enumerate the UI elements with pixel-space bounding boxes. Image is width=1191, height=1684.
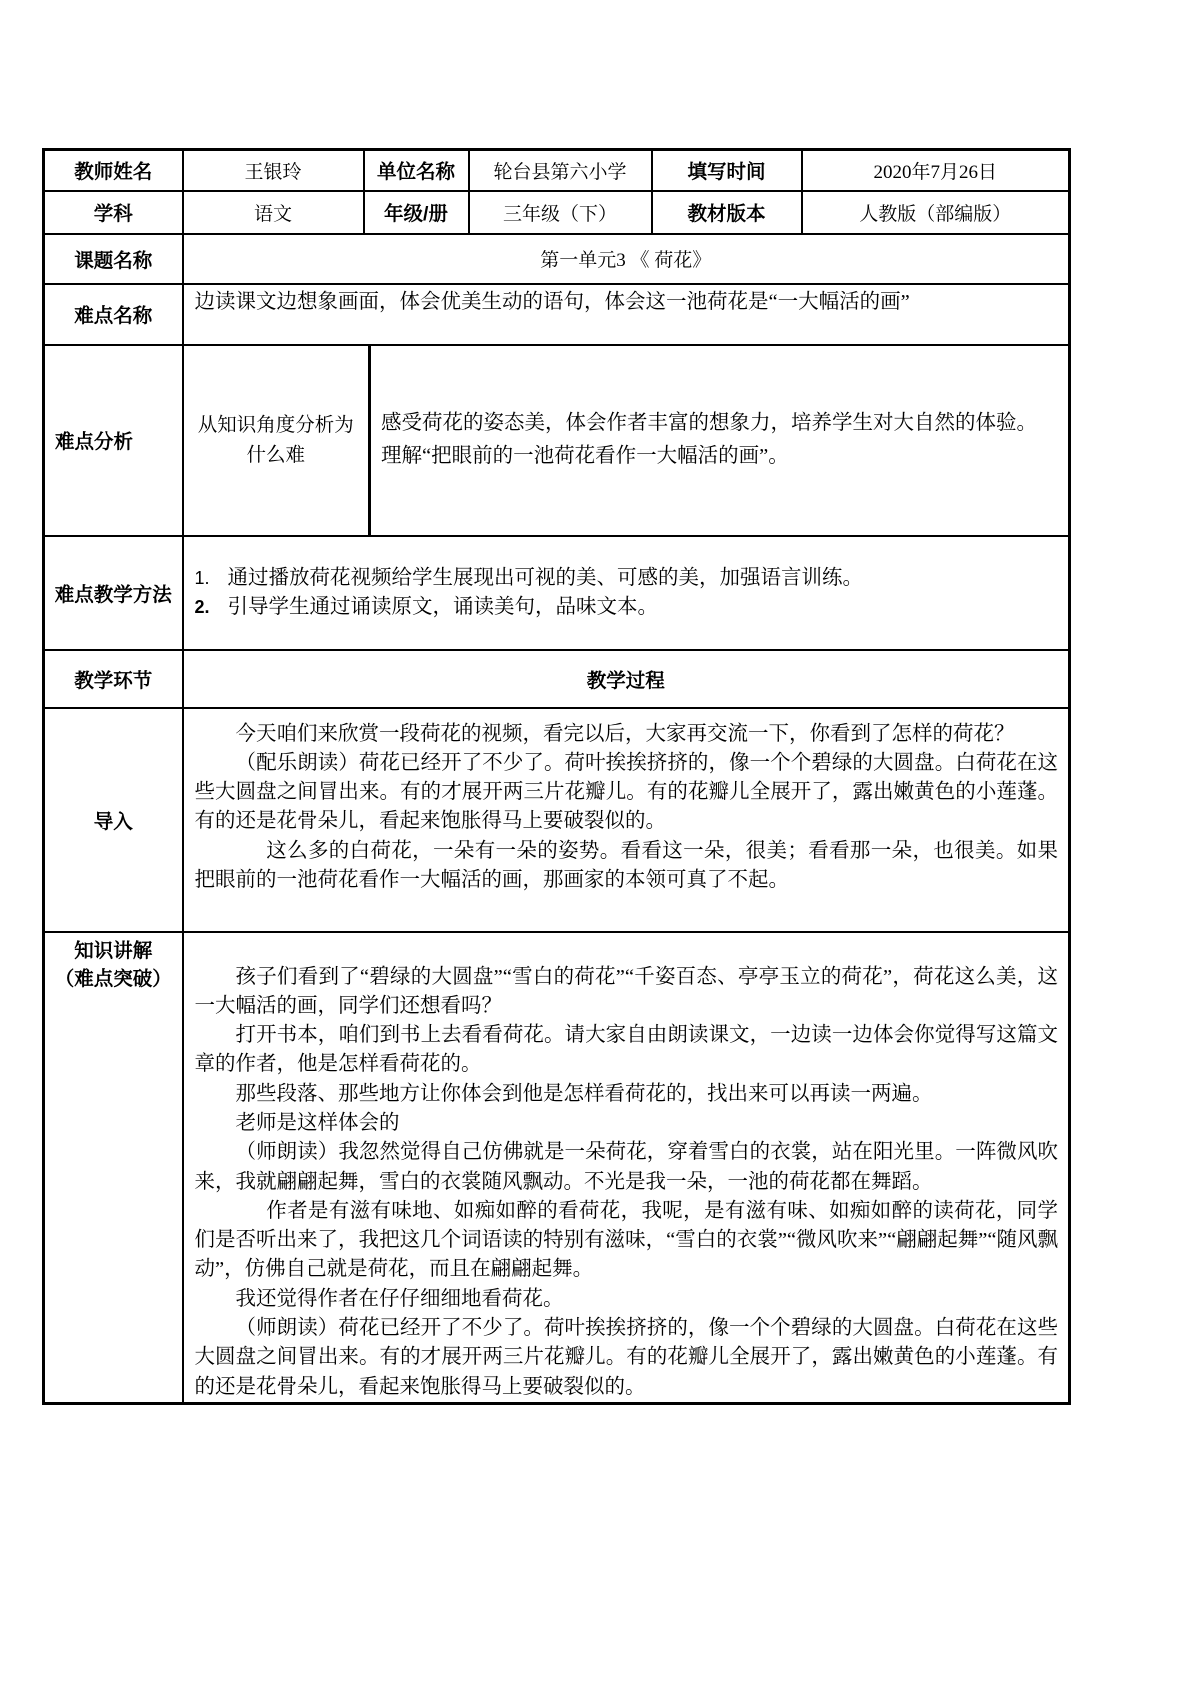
process-header: 教学过程	[183, 650, 1070, 708]
intro-content	[183, 708, 1070, 932]
textbook-value: 人教版（部编版）	[802, 191, 1070, 234]
date-label: 填写时间	[652, 150, 802, 191]
topic-row	[44, 234, 1070, 284]
knowledge-paragraph: （师朗读）我忽然觉得自己仿佛就是一朵荷花，穿着雪白的衣裳，站在阳光里。一阵微风吹来，我就翩翩起舞，雪白的衣裳随风飘动。不光是我一朵，一池的荷花都在舞蹈。	[194, 1141, 1059, 1193]
process-header-row	[44, 650, 1070, 708]
subject-value: 语文	[183, 191, 364, 234]
intro-label: 导入	[44, 708, 183, 932]
topic-value: 第一单元3 《 荷花》	[183, 234, 1070, 284]
knowledge-paragraph: 打开书本，咱们到书上去看看荷花。请大家自由朗读课文，一边读一边体会你觉得写这篇文章的作者，他是怎样看荷花的。	[194, 1024, 1059, 1076]
methods-list	[183, 536, 1070, 650]
date-value: 2020年7月26日	[802, 150, 1070, 191]
school-value: 轮台县第六小学	[469, 150, 652, 191]
intro-paragraph: 今天咱们来欣赏一段荷花的视频，看完以后，大家再交流一下，你看到了怎样的荷花？	[235, 722, 1015, 745]
knowledge-content	[183, 932, 1070, 1404]
methods-label: 难点教学方法	[44, 536, 183, 650]
intro-row	[44, 708, 1070, 932]
knowledge-label	[44, 932, 183, 1404]
analysis-sub-label: 从知识角度分析为什么难	[183, 345, 370, 536]
topic-label: 课题名称	[44, 234, 183, 284]
teacher-name-value: 王银玲	[183, 150, 364, 191]
analysis-row	[44, 345, 1070, 536]
intro-paragraph: （配乐朗读）荷花已经开了不少了。荷叶挨挨挤挤的，像一个个碧绿的大圆盘。白荷花在这些大圆盘之间冒出来。有的才展开两三片花瓣儿。有的花瓣儿全展开了，露出嫩黄色的小莲蓬。有的还是花骨朵儿，看起来饱胀得马上要破裂似的。	[194, 751, 1059, 833]
knowledge-paragraph: 孩子们看到了“碧绿的大圆盘”“雪白的荷花”“千姿百态、亭亭玉立的荷花”，荷花这么美，这一大幅活的画，同学们还想看吗？	[194, 965, 1059, 1017]
knowledge-paragraph: 我还觉得作者在仔仔细细地看荷花。	[235, 1287, 564, 1310]
grade-value: 三年级（下）	[469, 191, 652, 234]
info-row-1	[44, 150, 1070, 191]
intro-paragraph: 这么多的白荷花，一朵有一朵的姿势。看看这一朵，很美；看看那一朵，也很美。如果把眼前的一池荷花看作一大幅活的画，那画家的本领可真了不起。	[194, 839, 1059, 891]
method-item	[195, 564, 1059, 593]
knowledge-label-line: （难点突破）	[54, 967, 172, 990]
difficulty-value: 边读课文边想象画面，体会优美生动的语句，体会这一池荷花是“一大幅活的画”	[183, 284, 1070, 345]
teacher-name-label: 教师姓名	[44, 150, 183, 191]
subject-label: 学科	[44, 191, 183, 234]
process-stage-header: 教学环节	[44, 650, 183, 708]
difficulty-row	[44, 284, 1070, 345]
grade-label: 年级/册	[364, 191, 469, 234]
textbook-label: 教材版本	[652, 191, 802, 234]
info-row-2	[44, 191, 1070, 234]
knowledge-row	[44, 932, 1070, 1404]
method-text: 通过播放荷花视频给学生展现出可视的美、可感的美，加强语言训练。	[227, 566, 863, 589]
knowledge-paragraph: 作者是有滋有味地、如痴如醉的看荷花，我呢，是有滋有味、如痴如醉的读荷花，同学们是否听出来了，我把这几个词语读的特别有滋味，“雪白的衣裳”“微风吹来”“翩翩起舞”“随风飘动”，仿佛自己就是荷花，而且在翩翩起舞。	[194, 1199, 1059, 1281]
analysis-line: 感受荷花的姿态美，体会作者丰富的想象力，培养学生对大自然的体验。	[381, 412, 1037, 434]
analysis-line: 理解“把眼前的一池荷花看作一大幅活的画”。	[381, 445, 789, 467]
knowledge-paragraph: 老师是这样体会的	[235, 1111, 400, 1134]
knowledge-paragraph: （师朗读）荷花已经开了不少了。荷叶挨挨挤挤的，像一个个碧绿的大圆盘。白荷花在这些大圆盘之间冒出来。有的才展开两三片花瓣儿。有的花瓣儿全展开了，露出嫩黄色的小莲蓬。有的还是花骨朵儿，看起来饱胀得马上要破裂似的。	[194, 1317, 1059, 1398]
methods-row	[44, 536, 1070, 650]
difficulty-label: 难点名称	[44, 284, 183, 345]
method-text: 引导学生通过诵读原文，诵读美句，品味文本。	[227, 595, 658, 618]
knowledge-paragraph: 那些段落、那些地方让你体会到他是怎样看荷花的，找出来可以再读一两遍。	[235, 1082, 933, 1105]
analysis-text	[370, 345, 1070, 536]
analysis-label: 难点分析	[44, 345, 183, 536]
school-label: 单位名称	[364, 150, 469, 191]
lesson-plan-table	[42, 148, 1071, 1405]
method-number: 2.	[194, 596, 210, 617]
method-number: 1.	[194, 567, 210, 588]
knowledge-label-line: 知识讲解	[74, 939, 153, 962]
method-item	[195, 593, 1059, 622]
